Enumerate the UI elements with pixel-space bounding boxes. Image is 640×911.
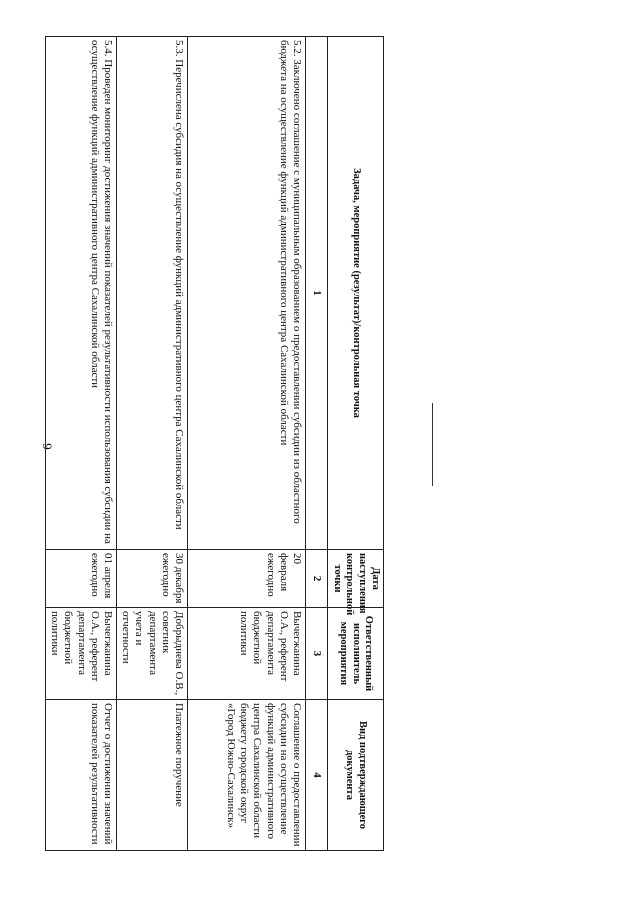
header-responsible: Ответственный исполнитель мероприятия: [328, 608, 384, 700]
date-cell: 01 апреля ежегодно: [46, 550, 117, 608]
date-cell: 30 декабря ежегодно: [117, 550, 188, 608]
control-points-table: [45, 36, 384, 851]
divider-line: [432, 403, 433, 486]
document-cell: Платежное поручение: [117, 700, 188, 851]
page-number: 9: [39, 443, 55, 450]
responsible-cell: Вычегжанина О.А., референт департамента бюджетной политики: [188, 608, 306, 700]
task-cell: 5.2. Заключено соглашение с муниципальным образованием о предоставлении субсидии из областного бюджета на осуществление функций административного центра Сахалинской области: [188, 37, 306, 550]
responsible-cell: Добрыднева О.В., советник департамента учета и отчетности: [117, 608, 188, 700]
task-cell: 5.3. Перечислена субсидия на осуществление функций административного центра Сахалинской области: [117, 37, 188, 550]
column-number: 4: [306, 700, 328, 851]
header-row: [328, 37, 384, 851]
table-row: [188, 37, 306, 851]
header-task: Задача, мероприятие (результат)/контрольная точка: [328, 37, 384, 550]
rotated-table-container: [49, 36, 384, 850]
column-number: 1: [306, 37, 328, 550]
column-number-row: [306, 37, 328, 851]
header-document: Вид подтверждающего документа: [328, 700, 384, 851]
document-cell: Отчет о достижении значений показателей результативности: [46, 700, 117, 851]
date-cell: 20 февраля ежегодно: [188, 550, 306, 608]
table-row: [117, 37, 188, 851]
responsible-cell: Вычегжанина О.А., референт департамента бюджетной политики: [46, 608, 117, 700]
column-number: 2: [306, 550, 328, 608]
table-row: [46, 37, 117, 851]
document-cell: Соглашение о предоставлении субсидии на осуществление функций административного центра Сахалинской области бюджету городской округ «Город Южно-Сахалинск»: [188, 700, 306, 851]
header-date: Дата наступления контрольной точки: [328, 550, 384, 608]
column-number: 3: [306, 608, 328, 700]
task-cell: 5.4. Проведен мониторинг достижения значений показателей результативности использования субсидии на осуществление функций административного центра Сахалинской области: [46, 37, 117, 550]
